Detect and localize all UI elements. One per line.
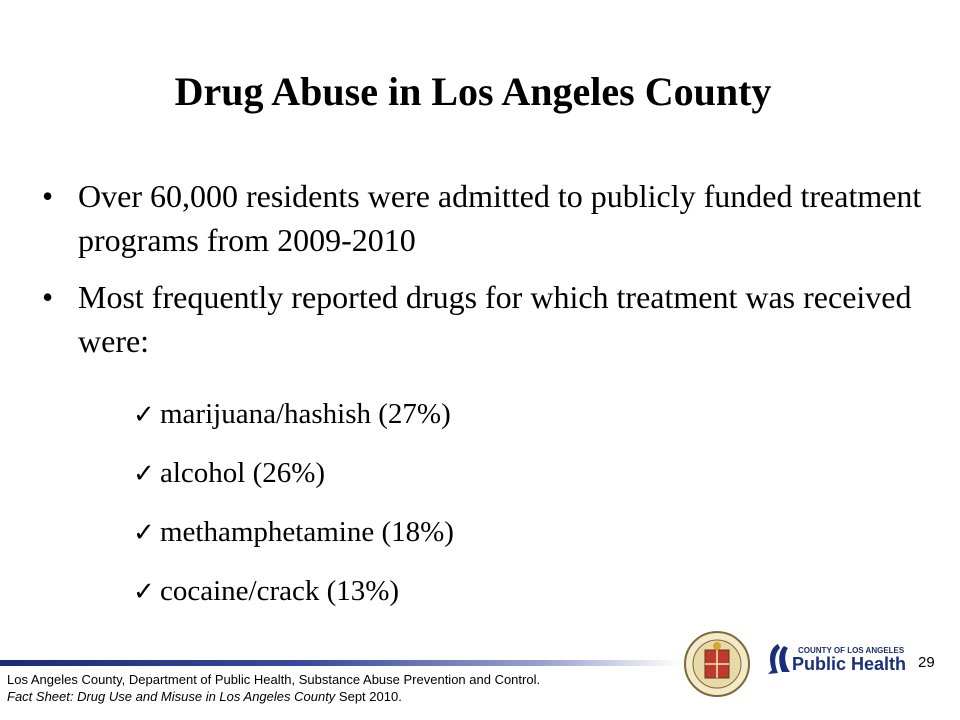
drug-item-text: cocaine/crack (13%) xyxy=(160,575,400,607)
bullet-item xyxy=(42,275,922,363)
bullet-list xyxy=(42,174,922,376)
logo-mark-icon xyxy=(764,640,794,678)
drug-item xyxy=(133,512,454,571)
drug-item xyxy=(133,571,454,630)
drug-list xyxy=(133,394,454,630)
checkmark-icon: ✓ xyxy=(133,577,155,607)
bullet-text: Over 60,000 residents were admitted to publicly funded treatment programs from 2009-2010 xyxy=(78,178,922,258)
drug-item-text: alcohol (26%) xyxy=(160,457,326,489)
logo-county-text: COUNTY OF LOS ANGELES xyxy=(798,646,905,655)
checkmark-icon: ✓ xyxy=(133,459,155,489)
source-date: Sept 2010. xyxy=(335,689,402,704)
footer-divider xyxy=(0,660,682,666)
drug-item-text: methamphetamine (18%) xyxy=(160,516,454,548)
checkmark-icon: ✓ xyxy=(133,400,155,430)
source-title: Fact Sheet: Drug Use and Misuse in Los Angeles County xyxy=(7,689,336,704)
bullet-text: Most frequently reported drugs for which treatment was received were: xyxy=(78,279,912,359)
slide-title: Drug Abuse in Los Angeles County xyxy=(174,69,772,114)
source-citation xyxy=(7,671,540,705)
source-line-1: Los Angeles County, Department of Public Health, Substance Abuse Prevention and Control. xyxy=(7,672,541,687)
logo-public-health-text: Public Health xyxy=(792,654,907,674)
drug-item-text: marijuana/hashish (27%) xyxy=(160,398,451,430)
county-seal-icon xyxy=(683,630,751,698)
drug-item xyxy=(133,394,454,453)
public-health-logo-icon xyxy=(764,640,914,682)
source-line-2 xyxy=(7,688,540,705)
bullet-dot-icon: • xyxy=(42,279,54,315)
bullet-dot-icon: • xyxy=(42,178,54,214)
page-number: 29 xyxy=(918,654,935,671)
bullet-item xyxy=(42,174,922,262)
drug-item xyxy=(133,453,454,512)
checkmark-icon: ✓ xyxy=(133,518,155,548)
